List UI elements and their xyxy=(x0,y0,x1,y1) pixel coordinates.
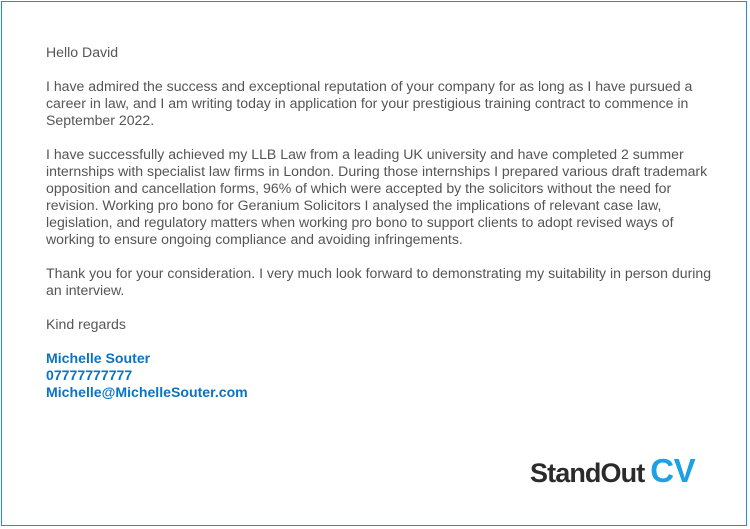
signature-phone: 07777777777 xyxy=(46,367,133,383)
cover-letter xyxy=(46,44,716,401)
signature-email: Michelle@MichelleSouter.com xyxy=(46,384,248,400)
signature-block xyxy=(46,350,716,401)
letter-paragraph-experience: I have successfully achieved my LLB Law from a leading UK university and have completed 2 summer internships with specialist law firms in London. During those internships I prepared various draft trademark opposition and cancellation forms, 96% of which were accepted by the solicitors without the need for revision. Working pro bono for Geranium Solicitors I analysed the implications of relevant case law, legislation, and regulatory matters when working pro bono to support clients to adopt revised ways of working to ensure ongoing compliance and avoiding infringements. xyxy=(46,146,708,247)
letter-paragraph-thanks: Thank you for your consideration. I very much look forward to demonstrating my suitability in person during an interview. xyxy=(46,265,712,298)
letter-closing: Kind regards xyxy=(46,316,126,332)
signature-name: Michelle Souter xyxy=(46,350,151,366)
letter-greeting: Hello David xyxy=(46,44,119,60)
logo-wordmark: StandOut xyxy=(530,458,645,488)
logo-cv-mark: CV xyxy=(650,452,696,489)
letter-paragraph-intro: I have admired the success and exceptional reputation of your company for as long as I have pursued a career in law, and I am writing today in application for your prestigious training contract to commence in September 2022. xyxy=(46,78,693,128)
standout-cv-logo xyxy=(530,452,695,488)
